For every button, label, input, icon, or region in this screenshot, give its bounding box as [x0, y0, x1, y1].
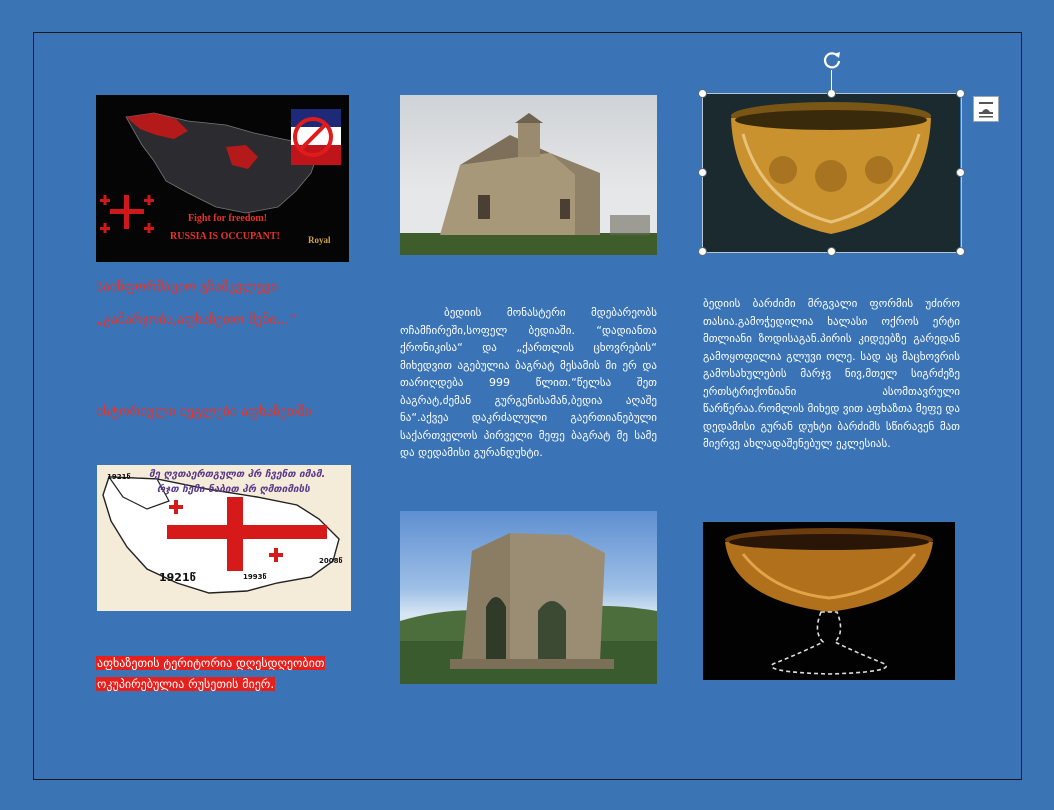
poster-slogan: Fight for freedom!	[188, 213, 268, 224]
resize-handle-ne[interactable]	[956, 89, 965, 98]
resize-handle-se[interactable]	[956, 247, 965, 256]
monastery-graphic	[400, 95, 657, 255]
monuments-title: ისტორიული ძეგლები აფხაზეთში	[96, 404, 312, 420]
prohibition-sign-icon	[291, 109, 341, 165]
poster-brand: Royal	[308, 235, 331, 245]
cross-flag-icon	[100, 195, 154, 233]
georgia-map-image[interactable]	[97, 465, 351, 611]
church-ruin-photo[interactable]	[400, 511, 657, 684]
map-year-1993: 1993წ	[243, 573, 267, 581]
occupation-caption-text: აფხაზეთის ტერიტორია დღესდღეობით ოკუპირებულია რუსეთის მიერ.	[97, 656, 325, 691]
chalice-description: ბედიის ბარძიმი მრგვალი ფორმის უძირო თასია.გამოჭედილია ხალასი ოქროს ერტი მთლიანი ზოდისაგან.პირის კიდეებზე გარედან გამოყოფილია გლუვი ოლე. სად აც მაცხოვრის გამოსახულების მარჯვ ნივ,მთელ სიგრძეზე ერთსტრიქონიანი ასომთავრული წარწერაა.რომლის მიხედ ვით აფხაზთა მეფე და დედამისი გურან დუხტი ბარძიმს სწირავენ მათ მიერვე ახლადაშენებულ ეკლესიას.	[703, 297, 960, 450]
poster-headline: RUSSIA IS OCCUPANT!	[170, 231, 280, 242]
occupation-caption	[96, 653, 336, 694]
map-title-line2: რჯთ ჩემი ნაბით ჰრ ღმთიმისს	[157, 484, 310, 495]
map-year-2008: 2008წ	[319, 557, 343, 565]
resize-handle-sw[interactable]	[698, 247, 707, 256]
map-year-small: 1921წ	[107, 473, 131, 481]
monastery-description: ბედიის მონასტერი მდებარეობს ოჩამჩირეში,სოფელ ბედიაში. “დადიანთა ქრონიკისა“ და „ქართლის ცხოვრების“ მიხედვით აგებულია ბაგრატ მესამის მი ერ და თარიღდება 999 წლით.“წელსა შეთ ბაგრატ,ძემან გურგენისამან,ბედია აღაშე ნა“.აქვეა დაკრძალული გაერთიანებული საქართველოს პირველი მეფე ბაგრატ მე სამე და დედამისი გურანდუხტი.	[400, 306, 657, 459]
resize-handle-w[interactable]	[698, 168, 707, 177]
map-year-main: 1921წ	[159, 571, 196, 584]
ruin-graphic	[400, 511, 657, 684]
occupation-poster-image[interactable]	[96, 95, 349, 262]
chalice-graphic	[703, 94, 960, 252]
greeting-title: „გამარჯობა,აფხაზეთო შენი...“	[96, 312, 297, 328]
map-title-line1: მე ღვთაერთგულთ ჰრ ჩვენთ იმამ.	[149, 469, 326, 480]
dark-chalice-graphic	[703, 522, 955, 680]
rotation-line	[831, 70, 832, 90]
resize-handle-nw[interactable]	[698, 89, 707, 98]
resize-handle-s[interactable]	[827, 247, 836, 256]
dark-chalice-image[interactable]	[703, 522, 955, 680]
rotate-handle-icon[interactable]	[820, 48, 844, 72]
gold-chalice-image[interactable]	[703, 94, 960, 252]
guide-title: საინფორმაციო გზამკვლევი	[96, 279, 278, 295]
bedia-monastery-photo[interactable]	[400, 95, 657, 255]
layout-options-icon[interactable]	[973, 96, 999, 122]
resize-handle-n[interactable]	[827, 89, 836, 98]
resize-handle-e[interactable]	[956, 168, 965, 177]
